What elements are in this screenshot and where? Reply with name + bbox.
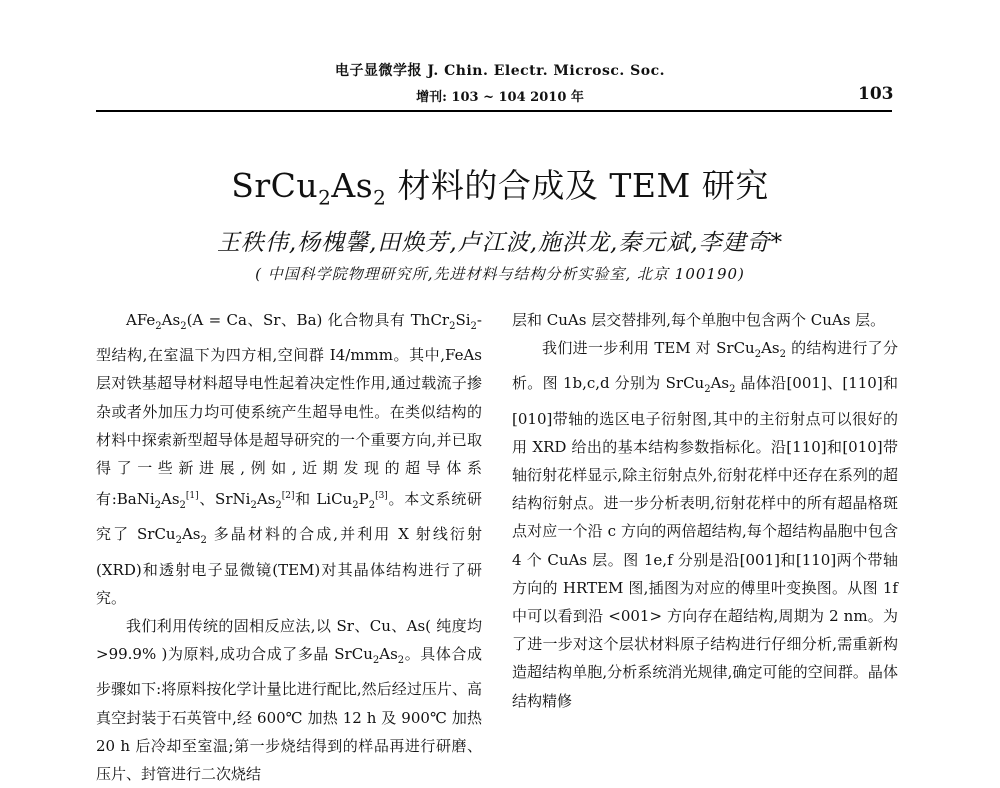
right-column: [512, 306, 898, 715]
issue-info: 增刊: 103 ~ 104 2010 年: [416, 90, 584, 105]
author-list: 王秩伟,杨槐馨,田焕芳,卢江波,施洪龙,秦元斌,李建奇*: [216, 230, 784, 256]
citation-3: [3]: [375, 491, 388, 502]
citation-2: [2]: [281, 491, 295, 502]
synthesis-paragraph: 我们利用传统的固相反应法,以 Sr、Cu、As( 纯度均 >99.9% )为原料,成功合成了多晶 $SrCu_2As_2$。具体合成步骤如下:将原料按化学计量比进行配比,然后经过压片、高真空封装于石英管中,经 600℃ 加热 12 h 及 900℃ 加热 20 h 后冷却至室温;第一步烧结得到的样品再进行研磨、压片、封管进行二次烧结: [96, 617, 482, 784]
citation-1: [1]: [185, 491, 199, 502]
left-column: [96, 306, 482, 788]
page-number: 103: [858, 84, 894, 104]
header-divider: [96, 110, 892, 112]
affiliation: ( 中国科学院物理研究所,先进材料与结构分析实验室, 北京 100190): [255, 265, 745, 283]
tem-analysis-paragraph: 我们进一步利用 TEM 对 $SrCu_2As_2$ 的结构进行了分析。图 1b,c,d 分别为 $SrCu_2As_2$ 晶体沿[001]、[110]和[010]带轴的选区电子衍射图,其中的主衍射点可以很好的用 XRD 给出的基本结构参数指标化。沿[110]和[010]带轴衍射花样显示,除主衍射点外,衍射花样中还存在系列的超结构衍射点。进一步分析表明,衍射花样中的所有超晶格斑点对应一个沿 c 方向的两倍超结构,每个超结构晶胞中包含 4 个 CuAs 层。图 1e,f 分别是沿[001]和[110]两个带轴方向的 HRTEM 图,插图为对应的傅里叶变换图。从图 1f 中可以看到沿 <001> 方向存在超结构,周期为 2 nm。为了进一步对这个层状材料原子结构进行仔细分析,需重新构造超结构单胞,分析系统消光规律,确定可能的空间群。晶体结构精修: [512, 339, 898, 710]
intro-paragraph: $AFe_2As_2(A = Ca$、Sr、Ba) 化合物具有 $ThCr_2Si_2-$型结构,在室温下为四方相,空间群 I4/mmm。其中,FeAs 层对铁基超导材料超导电性起着决定性作用,通过载流子掺杂或者外加压力均可使系统产生超导电性。在类似结构的材料中探索新型超导体是超导研究的一个重要方向,并已取得了一些新进展,例如,近期发现的超导体系有$:BaNi_2As_2[1]$、$SrNi_2As_2[2]$和 $LiCu_2P_2[3]$。本文系统研究了 $SrCu_2As_2$ 多晶材料的合成,并利用 X 射线衍射(XRD)和透射电子显微镜(TEM)对其晶体结构进行了研究。: [96, 311, 482, 607]
journal-header: 电子显微学报 J. Chin. Electr. Microsc. Soc.: [334, 63, 665, 79]
paper-title: $SrCu_2As_2$ 材料的合成及 TEM 研究: [231, 166, 769, 210]
structure-continuation-paragraph: 层和 CuAs 层交替排列,每个单胞中包含两个 CuAs 层。: [512, 311, 886, 329]
